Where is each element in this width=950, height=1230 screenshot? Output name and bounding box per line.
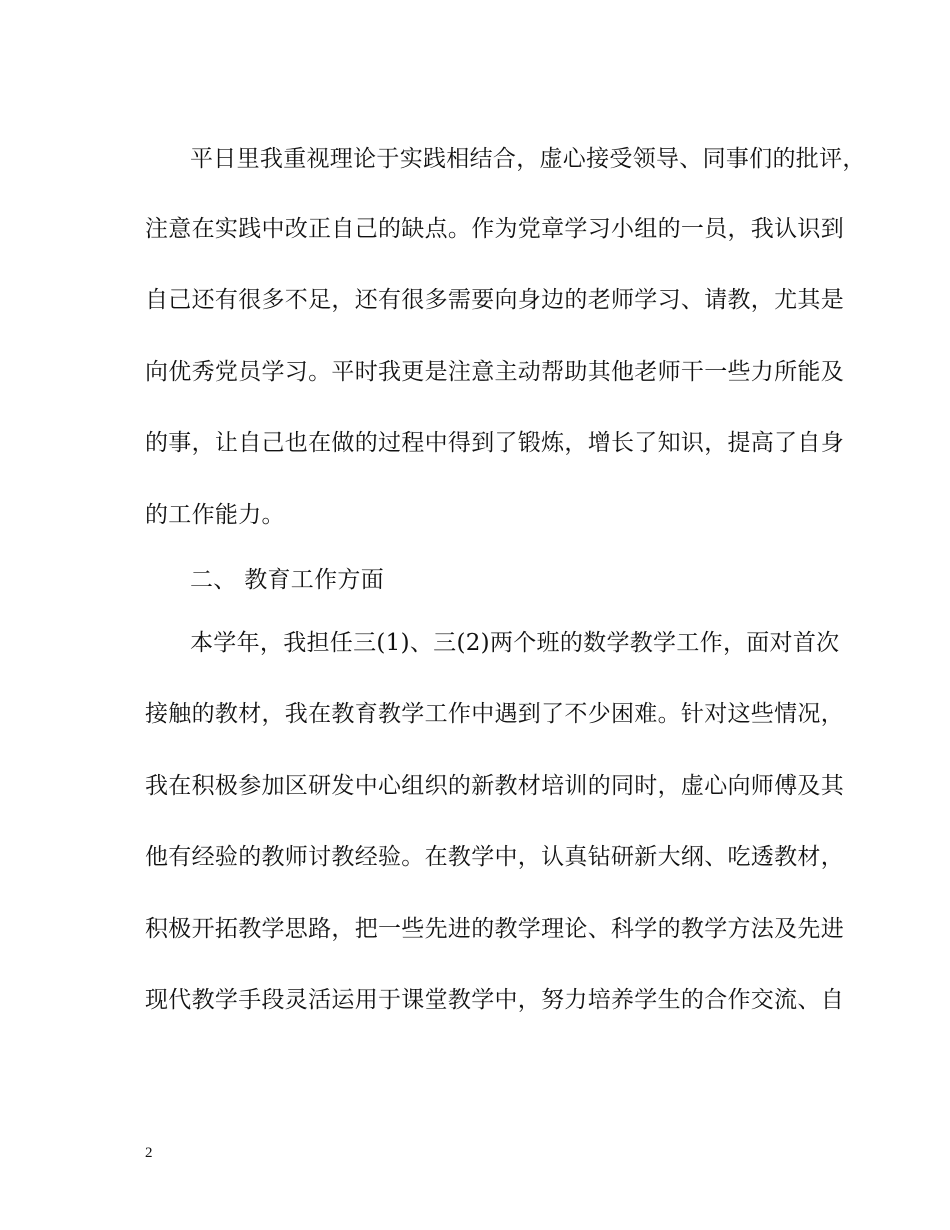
text-line: 平日里我重视理论于实践相结合，虚心接受领导、同事们的批评， (190, 146, 866, 172)
text-line: 现代教学手段灵活运用于课堂教学中，努力培养学生的合作交流、自 (145, 987, 844, 1013)
text-line: 接触的教材，我在教育教学工作中遇到了不少困难。针对这些情况， (145, 701, 844, 727)
text-line: 本学年，我担任三(1)、三(2)两个班的数学教学工作，面对首次 (190, 630, 840, 656)
text-line: 注意在实践中改正自己的缺点。作为党章学习小组的一员，我认识到 (145, 216, 844, 242)
text-line: 自己还有很多不足，还有很多需要向身边的老师学习、请教，尤其是 (145, 287, 844, 313)
text-line: 的工作能力。 (145, 502, 285, 528)
text-line: 我在积极参加区研发中心组织的新教材培训的同时，虚心向师傅及其 (145, 773, 844, 799)
text-line: 他有经验的教师讨教经验。在教学中，认真钻研新大纲、吃透教材， (145, 844, 844, 870)
text-line: 积极开拓教学思路，把一些先进的教学理论、科学的教学方法及先进 (145, 916, 844, 942)
text-line: 向优秀党员学习。平时我更是注意主动帮助其他老师干一些力所能及 (145, 359, 844, 385)
page-number: 2 (145, 1145, 153, 1161)
section-heading: 二、 教育工作方面 (190, 567, 385, 593)
text-line: 的事，让自己也在做的过程中得到了锻炼，增长了知识，提高了自身 (145, 430, 844, 456)
